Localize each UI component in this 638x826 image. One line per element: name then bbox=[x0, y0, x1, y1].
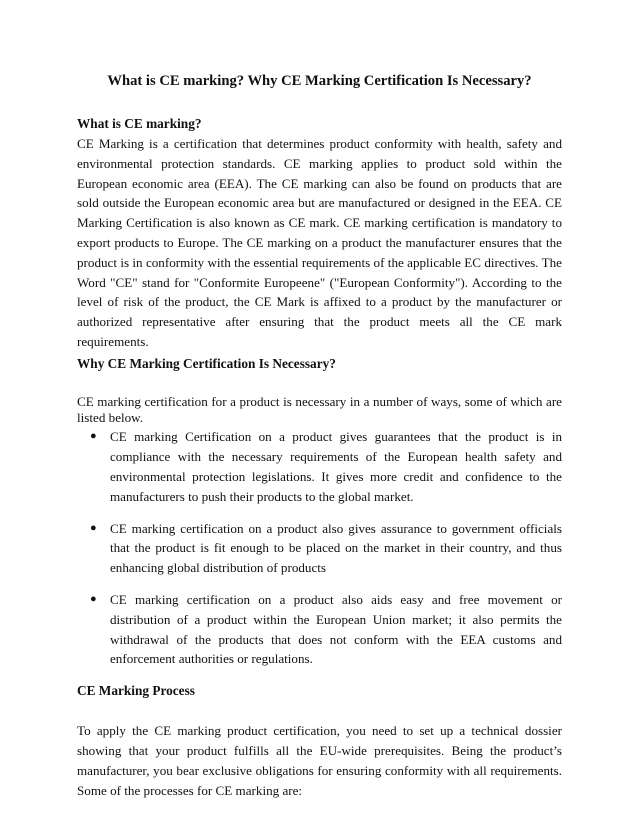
section-paragraph-ce-process: To apply the CE marking product certification, you need to set up a technical dossier showing that your product fulfills all the EU-wide prerequisites. Being the product’s manufacturer, you bear exclusive obligations for ensuring conformity with all requirements. Some of the processes for CE marking are: bbox=[77, 723, 562, 798]
bullet-icon: ● bbox=[90, 521, 97, 534]
list-item bbox=[90, 590, 562, 669]
section-heading-why-necessary: Why CE Marking Certification Is Necessary? bbox=[77, 355, 336, 371]
spacer bbox=[77, 701, 562, 721]
bullet-icon: ● bbox=[90, 592, 97, 605]
section-heading-ce-process: CE Marking Process bbox=[77, 683, 195, 699]
list-item-text: CE marking certification on a product also aids easy and free movement or distribution of a product within the European Union market; it also permits the withdrawal of the products that does not conform with the EEA customs and enforcement authorities or regulations. bbox=[110, 591, 562, 667]
section-paragraph-what-is-ce: CE Marking is a certification that determines product conformity with health, safety and environmental protection standards. CE marking applies to product sold within the European economic area (EEA). The CE marking can also be found on products that are sold outside the European economic area but are manufactured or designed in the EEA. CE Marking Certification is also known as CE mark. CE marking certification is mandatory to export products to Europe. The CE marking on a product the manufacturer ensures that the product is in conformity with the essential requirements of the applicable EC directives. The Word "CE" stand for "Conformite Europeene" ("European Conformity"). According to the level of risk of the product, the CE Mark is affixed to a product by the manufacturer or authorized representative after ensuring that the product meets all the CE mark requirements. bbox=[77, 136, 562, 349]
section-heading-what-is-ce: What is CE marking? bbox=[77, 116, 202, 131]
document-title: What is CE marking? Why CE Marking Certification Is Necessary? bbox=[107, 73, 532, 89]
section-intro-why-necessary: CE marking certification for a product is necessary in a number of ways, some of which are listed below. bbox=[77, 393, 562, 425]
spacer bbox=[77, 374, 562, 394]
list-item bbox=[90, 427, 562, 506]
list-item-text: CE marking certification on a product also gives assurance to government officials that the product is fit enough to be placed on the market in their country, and thus enhancing global distribution of products bbox=[110, 520, 562, 576]
bullet-list bbox=[77, 427, 562, 669]
bullet-icon: ● bbox=[90, 430, 97, 443]
list-item bbox=[90, 519, 562, 578]
list-item-text: CE marking Certification on a product gives guarantees that the product is in compliance with the necessary requirements of the European health safety and environmental protection legislations. It gives more credit and confidence to the manufacturers to push their products to the global market. bbox=[110, 429, 562, 504]
